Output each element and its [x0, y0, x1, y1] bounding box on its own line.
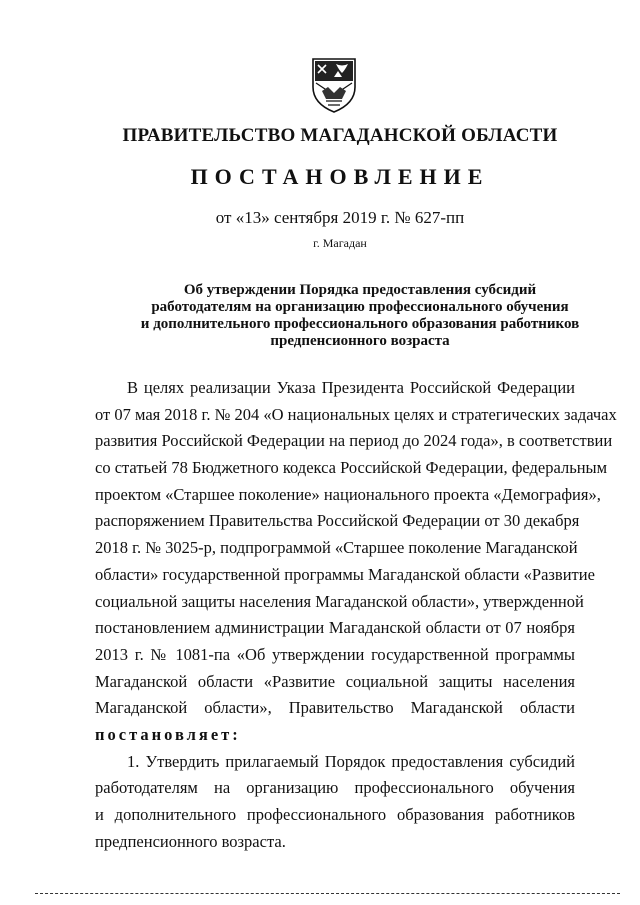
- item-line: и дополнительного профессионального образования работников: [95, 805, 575, 824]
- item-line: 1. Утвердить прилагаемый Порядок предоставления субсидий: [127, 751, 575, 771]
- body-line: социальной защиты населения Магаданской области», утвержденной: [95, 591, 584, 611]
- item-line: предпенсионного возраста.: [95, 831, 286, 851]
- body-line: развития Российской Федерации на период до 2024 года», в соответствии: [95, 431, 613, 451]
- title-line: работодателям на организацию профессионального обучения: [151, 299, 569, 315]
- document-title: [60, 282, 640, 350]
- body-line: от 07 мая 2018 г. № 204 «О национальных целях и стратегических задачах: [95, 404, 617, 424]
- title-line: предпенсионного возраста: [270, 333, 450, 349]
- document-date-number: от «13» сентября 2019 г. № 627-пп: [215, 208, 465, 227]
- page-bottom-rule: [35, 893, 620, 894]
- document-type: ПОСТАНОВЛЕНИЕ: [190, 164, 490, 189]
- title-line: и дополнительного профессионального образования работников: [140, 316, 580, 332]
- body-line: 2018 г. № 3025-р, подпрограммой «Старшее поколение Магаданской: [95, 538, 578, 558]
- body-line: 2013 г. № 1081-па «Об утверждении государственной программы: [95, 644, 575, 664]
- item-line: работодателям на организацию профессионального обучения: [95, 778, 575, 798]
- body-line: постановлением администрации Магаданской области от 07 ноября: [95, 618, 575, 638]
- body-line: со статьей 78 Бюджетного кодекса Российской Федерации, федеральным: [95, 458, 608, 478]
- title-line: Об утверждении Порядка предоставления субсидий: [183, 282, 537, 298]
- coat-of-arms-icon: [310, 57, 358, 113]
- body-line: Магаданской области», Правительство Магаданской области: [95, 698, 575, 718]
- organization-name: ПРАВИТЕЛЬСТВО МАГАДАНСКОЙ ОБЛАСТИ: [122, 125, 558, 146]
- body-line: проектом «Старшее поколение» национального проекта «Демография»,: [95, 484, 601, 504]
- body-line: В целях реализации Указа Президента Российской Федерации: [127, 378, 575, 397]
- resolves-word: постановляет:: [95, 724, 241, 744]
- body-line: области» государственной программы Магаданской области «Развитие: [95, 564, 595, 584]
- document-city: г. Магадан: [313, 236, 367, 250]
- body-line: Магаданской области «Развитие социальной защиты населения: [95, 671, 575, 691]
- body-line: распоряжением Правительства Российской Федерации от 30 декабря: [95, 511, 580, 531]
- document-body: [95, 375, 617, 855]
